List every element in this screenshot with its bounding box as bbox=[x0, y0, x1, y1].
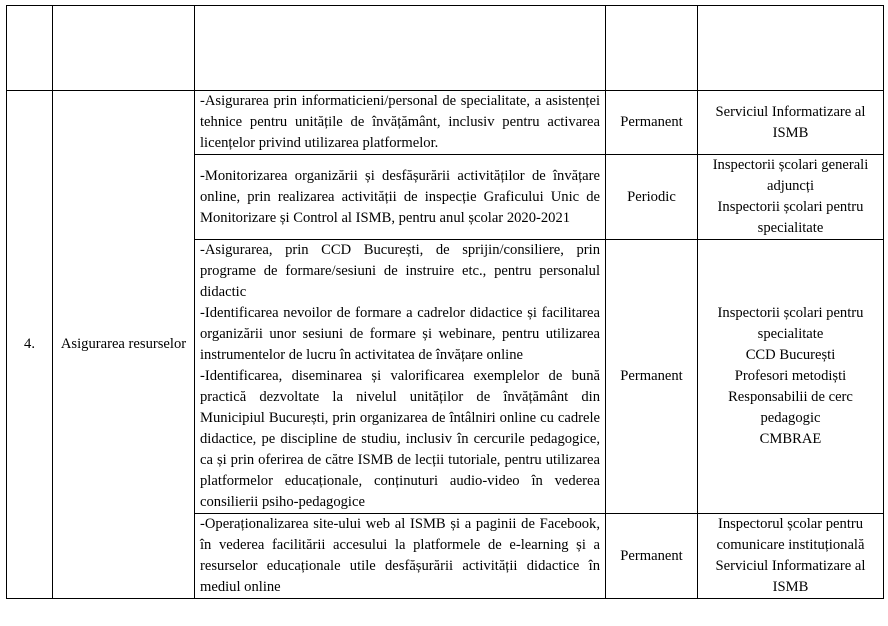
responsible-text: Inspectorii școlari generali adjuncți bbox=[712, 157, 869, 194]
activity-cell bbox=[195, 514, 606, 599]
responsible-cell bbox=[698, 91, 884, 155]
objective-cell: Asigurarea resurselor bbox=[53, 91, 195, 599]
empty-cell bbox=[606, 6, 698, 91]
term-cell: Permanent bbox=[606, 91, 698, 155]
activity-cell bbox=[195, 91, 606, 155]
activity-cell bbox=[195, 155, 606, 240]
table-row bbox=[7, 91, 884, 155]
activity-text: -Asigurarea, prin CCD București, de sprijin/consiliere, prin programe de formare/sesiuni de instruire etc., pentru personalul didactic bbox=[200, 242, 600, 300]
row-number-cell: 4. bbox=[7, 91, 53, 599]
activity-text: -Identificarea, diseminarea și valorificarea exemplelor de bună practică dezvoltate la nivelul unităților de învățământ din Municipiul București, prin organizarea de întâlniri online cu cadrele didactice, pe discipline de studiu, inclusiv în cercurile pedagogice, ca și prin oferirea de către ISMB de lecții tutoriale, pentru utilizarea platformelor educaționale, conținuturi audio-video în vederea consilierii psiho-pedagogice bbox=[200, 368, 600, 510]
responsible-text: Inspectorii școlari pentru specialitate bbox=[717, 199, 864, 236]
responsible-text: Serviciul Informatizare al ISMB bbox=[715, 558, 866, 595]
responsible-text: Serviciul Informatizare al ISMB bbox=[715, 103, 866, 141]
responsible-text: CCD București bbox=[745, 347, 836, 363]
table-row-empty bbox=[7, 6, 884, 91]
term-cell: Permanent bbox=[606, 240, 698, 514]
activity-text: -Operaționalizarea site-ului web al ISMB și a paginii de Facebook, în vederea facilitării accesului la platformele de e-learning și a resurselor educaționale utile desfășurării activității didactice în mediul online bbox=[200, 516, 600, 595]
empty-cell bbox=[53, 6, 195, 91]
empty-cell bbox=[7, 6, 53, 91]
responsible-text: Inspectorii școlari pentru specialitate bbox=[717, 305, 864, 342]
responsible-cell bbox=[698, 514, 884, 599]
responsible-cell bbox=[698, 155, 884, 240]
term-cell: Periodic bbox=[606, 155, 698, 240]
activity-text: -Asigurarea prin informaticieni/personal de specialitate, a asistenței tehnice pentru unitățile de învățământ, inclusiv pentru activarea licențelor privind utilizarea platformelor. bbox=[200, 93, 600, 151]
activity-table bbox=[6, 5, 884, 599]
responsible-text: CMBRAE bbox=[759, 431, 822, 447]
activity-text: -Identificarea nevoilor de formare a cadrelor didactice și facilitarea organizării unor sesiuni de formare și webinare, pentru utilizarea instrumentelor de lucru în activitatea de învățare online bbox=[200, 305, 600, 363]
responsible-cell bbox=[698, 240, 884, 514]
empty-cell bbox=[698, 6, 884, 91]
activity-cell bbox=[195, 240, 606, 514]
empty-cell bbox=[195, 6, 606, 91]
responsible-text: Inspectorul școlar pentru comunicare instituțională bbox=[716, 516, 865, 553]
responsible-text: Responsabilii de cerc pedagogic bbox=[728, 389, 853, 426]
activity-text: -Monitorizarea organizării și desfășurării activităților de învățare online, prin realizarea activității de inspecție Graficului Unic de Monitorizare și Control al ISMB, pentru anul școlar 2020-2021 bbox=[200, 167, 600, 226]
term-cell: Permanent bbox=[606, 514, 698, 599]
responsible-text: Profesori metodiști bbox=[734, 368, 847, 384]
